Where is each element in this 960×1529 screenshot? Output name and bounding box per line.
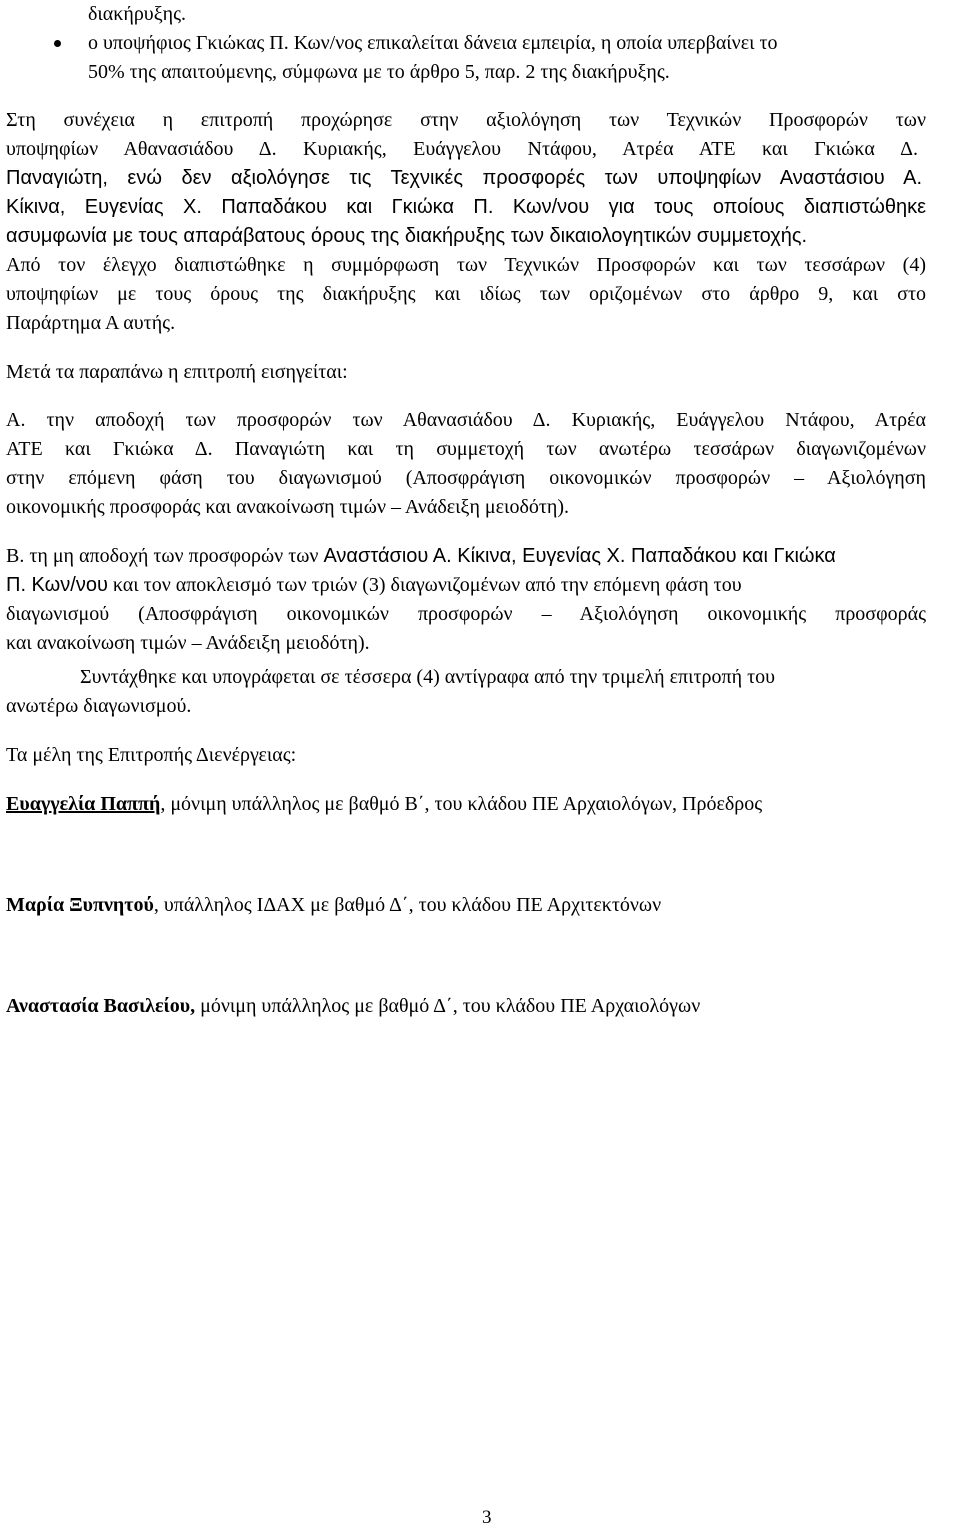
item-a-line: ΑΤΕ και Γκιώκα Δ. Παναγιώτη και τη συμμετοχή των ανωτέρω τεσσάρων διαγωνιζομένων — [6, 438, 926, 460]
bullet-text-line: ο υποψήφιος Γκιώκας Π. Κων/νος επικαλείται δάνεια εμπειρία, η οποία υπερβαίνει το — [88, 32, 778, 54]
member-line — [6, 893, 661, 917]
member-name: Αναστασία Βασιλείου, — [6, 995, 196, 1017]
item-b-text: Β. τη μη αποδοχή των προσφορών των — [6, 545, 324, 567]
paragraph-line: Παναγιώτη, ενώ δεν αξιολόγησε τις Τεχνικές προσφορές των υποψηφίων Αναστάσιου Α. — [6, 167, 922, 189]
proposal-intro: Μετά τα παραπάνω η επιτροπή εισηγείται: — [6, 361, 348, 383]
member-description: μόνιμη υπάλληλος με βαθμό Δ΄, του κλάδου ΠΕ Αρχαιολόγων — [195, 995, 701, 1017]
paragraph-line: υποψηφίων Αθανασιάδου Δ. Κυριακής, Ευάγγελου Ντάφου, Ατρέα ΑΤΕ και Γκιώκα Δ. — [6, 138, 918, 160]
item-b-names: Π. Κων/νου — [6, 574, 108, 596]
member-line — [6, 994, 700, 1018]
item-b-line: διαγωνισμού (Αποσφράγιση οικονομικών προσφορών – Αξιολόγηση οικονομικής προσφοράς — [6, 603, 926, 625]
committee-heading: Τα μέλη της Επιτροπής Διενέργειας: — [6, 744, 297, 766]
item-b-line: και ανακοίνωση τιμών – Ανάδειξη μειοδότη). — [6, 632, 370, 654]
item-a-line: οικονομικής προσφοράς και ανακοίνωση τιμών – Ανάδειξη μειοδότη). — [6, 496, 570, 518]
member-name: Μαρία Ξυπνητού — [6, 894, 154, 916]
continued-text: διακήρυξης. — [88, 3, 186, 25]
item-b-line — [6, 544, 836, 568]
item-b-text: και τον αποκλεισμό των τριών (3) διαγωνιζομένων από την επόμενη φάση του — [107, 574, 742, 596]
closing-line: Συντάχθηκε και υπογράφεται σε τέσσερα (4) αντίγραφα από την τριμελή επιτροπή του — [80, 666, 776, 688]
item-a-line: στην επόμενη φάση του διαγωνισμού (Αποσφράγιση οικονομικών προσφορών – Αξιολόγηση — [6, 467, 926, 489]
paragraph-line: Κίκινα, Ευγενίας Χ. Παπαδάκου και Γκιώκα Π. Κων/νου για τους οποίους διαπιστώθηκε — [6, 196, 926, 218]
paragraph-line: υποψηφίων με τους όρους της διακήρυξης και ιδίως των οριζομένων στο άρθρο 9, και στο — [6, 283, 926, 305]
member-name: Ευαγγελία Παππή — [6, 793, 161, 815]
bullet-icon — [54, 40, 61, 47]
item-b-line — [6, 573, 742, 597]
paragraph-line: Παράρτημα Α αυτής. — [6, 312, 176, 334]
item-b-names: Αναστάσιου Α. Κίκινα, Ευγενίας Χ. Παπαδάκου και Γκιώκα — [323, 545, 836, 567]
item-a-line: Α. την αποδοχή των προσφορών των Αθανασιάδου Δ. Κυριακής, Ευάγγελου Ντάφου, Ατρέα — [6, 409, 926, 431]
member-description: , μόνιμη υπάλληλος με βαθμό Β΄, του κλάδου ΠΕ Αρχαιολόγων, Πρόεδρος — [160, 793, 763, 815]
paragraph-line: Στη συνέχεια η επιτροπή προχώρησε στην αξιολόγηση των Τεχνικών Προσφορών των — [6, 109, 926, 131]
page-number: 3 — [482, 1507, 492, 1528]
closing-line: ανωτέρω διαγωνισμού. — [6, 695, 192, 717]
paragraph-line: Από τον έλεγχο διαπιστώθηκε η συμμόρφωση των Τεχνικών Προσφορών και των τεσσάρων (4) — [6, 254, 926, 276]
member-line — [6, 792, 762, 816]
bullet-text-line: 50% της απαιτούμενης, σύμφωνα με το άρθρο 5, παρ. 2 της διακήρυξης. — [88, 61, 670, 83]
paragraph-line: ασυμφωνία με τους απαράβατους όρους της διακήρυξης των δικαιολογητικών συμμετοχής. — [6, 225, 808, 247]
member-description: , υπάλληλος ΙΔΑΧ με βαθμό Δ΄, του κλάδου ΠΕ Αρχιτεκτόνων — [153, 894, 662, 916]
